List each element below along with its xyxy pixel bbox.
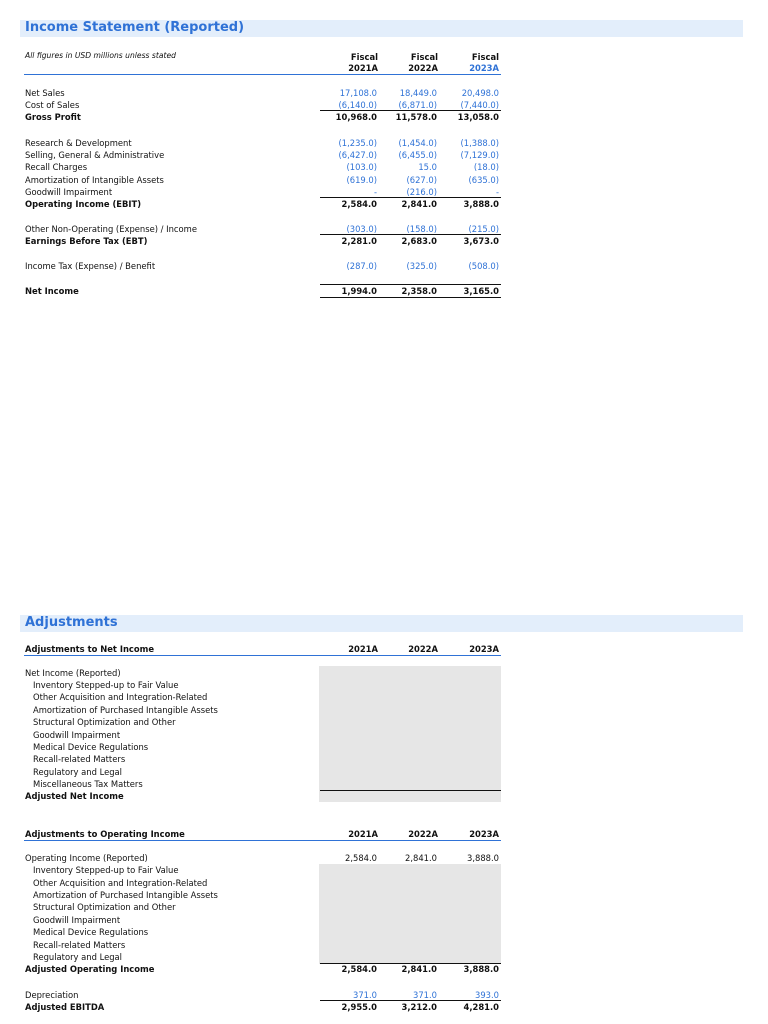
col-header-year-2022: 2022A [408,63,438,73]
ni-row-misc-tax: Miscellaneous Tax Matters [33,779,143,789]
ebit-2022: 2,841.0 [401,199,437,209]
depreciation-2023: 393.0 [475,990,499,1000]
oi-year-2021: 2021A [348,829,378,839]
ebit-2023: 3,888.0 [463,199,499,209]
cost-of-sales-2021: (6,140.0) [338,100,377,110]
sga-2021: (6,427.0) [338,150,377,160]
oi-row-structural-optimization: Structural Optimization and Other [33,902,176,912]
oi-adjusted-2021: 2,584.0 [341,964,377,974]
row-label-ebt: Earnings Before Tax (EBT) [25,236,148,246]
ebitda-2023: 4,281.0 [463,1002,499,1012]
oi-reported-2022: 2,841.0 [405,853,437,863]
amort-2021: (619.0) [346,175,377,185]
row-label-recall-charges: Recall Charges [25,162,88,172]
recall-2023: (18.0) [473,162,499,172]
net-sales-2022: 18,449.0 [399,88,437,98]
net-income-2022: 2,358.0 [401,286,437,296]
bottom-rule-net-income [320,297,501,298]
section-band-adjustments [20,615,743,632]
recall-2022: 15.0 [418,162,437,172]
oi-row-adjusted-operating-income: Adjusted Operating Income [25,964,155,974]
row-label-goodwill: Goodwill Impairment [25,187,113,197]
row-label-depreciation: Depreciation [25,990,79,1000]
col-header-year-2023: 2023A [469,63,499,73]
ni-header-rule [24,655,501,656]
oi-row-acquisition-integration: Other Acquisition and Integration-Related [33,878,208,888]
sga-2023: (7,129.0) [460,150,499,160]
net-income-2021: 1,994.0 [341,286,377,296]
oi-row-inventory-stepup: Inventory Stepped-up to Fair Value [33,865,179,875]
row-label-rd: Research & Development [25,138,132,148]
net-sales-2023: 20,498.0 [461,88,499,98]
heading-adjustments-operating-income: Adjustments to Operating Income [25,829,185,839]
ebitda-rule [320,1000,501,1001]
top-rule-net-income [320,284,501,285]
ni-total-rule [320,790,501,791]
ni-row-recall-matters: Recall-related Matters [33,754,126,764]
sga-2022: (6,455.0) [398,150,437,160]
gross-profit-2021: 10,968.0 [335,112,377,122]
oi-header-rule [24,840,501,841]
ebt-2022: 2,683.0 [401,236,437,246]
goodwill-2021: - [373,187,377,197]
subtotal-rule-ebt [320,234,501,235]
cost-of-sales-2022: (6,871.0) [398,100,437,110]
row-label-gross-profit: Gross Profit [25,112,81,122]
col-header-fiscal-2023: Fiscal [471,52,499,62]
other-2022: (158.0) [406,224,437,234]
net-income-2023: 3,165.0 [463,286,499,296]
goodwill-2022: (216.0) [406,187,437,197]
oi-adjusted-2023: 3,888.0 [463,964,499,974]
oi-year-2022: 2022A [408,829,438,839]
ni-row-medical-device-regs: Medical Device Regulations [33,742,149,752]
ni-row-regulatory-legal: Regulatory and Legal [33,767,123,777]
row-label-cost-of-sales: Cost of Sales [25,100,80,110]
oi-reported-2023: 3,888.0 [467,853,499,863]
depreciation-2021: 371.0 [353,990,377,1000]
cost-of-sales-2023: (7,440.0) [460,100,499,110]
amort-2022: (627.0) [406,175,437,185]
gross-profit-2022: 11,578.0 [395,112,437,122]
oi-row-goodwill-impairment: Goodwill Impairment [33,915,121,925]
ni-row-inventory-stepup: Inventory Stepped-up to Fair Value [33,680,179,690]
ebt-2023: 3,673.0 [463,236,499,246]
rd-2023: (1,388.0) [460,138,499,148]
ni-row-net-income-reported: Net Income (Reported) [25,668,121,678]
units-note: All figures in USD millions unless stated [25,51,176,60]
row-label-adjusted-ebitda: Adjusted EBITDA [25,1002,105,1012]
subtotal-rule-ebit [320,197,501,198]
oi-reported-2021: 2,584.0 [345,853,377,863]
header-rule [24,74,501,75]
row-label-sga: Selling, General & Administrative [25,150,165,160]
oi-row-regulatory-legal: Regulatory and Legal [33,952,123,962]
other-2021: (303.0) [346,224,377,234]
ni-row-goodwill-impairment: Goodwill Impairment [33,730,121,740]
oi-row-medical-device-regs: Medical Device Regulations [33,927,149,937]
ni-row-adjusted-net-income: Adjusted Net Income [25,791,124,801]
section-title-income-statement: Income Statement (Reported) [25,20,245,35]
oi-adjusted-2022: 2,841.0 [401,964,437,974]
heading-adjustments-net-income: Adjustments to Net Income [25,644,155,654]
ni-row-structural-optimization: Structural Optimization and Other [33,717,176,727]
goodwill-2023: - [495,187,499,197]
recall-2021: (103.0) [346,162,377,172]
net-sales-2021: 17,108.0 [339,88,377,98]
tax-2023: (508.0) [468,261,499,271]
row-label-net-income: Net Income [25,286,79,296]
col-header-fiscal-2021: Fiscal [350,52,378,62]
tax-2022: (325.0) [406,261,437,271]
oi-input-area[interactable] [319,864,501,964]
ni-year-2023: 2023A [469,644,499,654]
col-header-year-2021: 2021A [348,63,378,73]
ebit-2021: 2,584.0 [341,199,377,209]
oi-row-amortization-purchased: Amortization of Purchased Intangible Assets [33,890,218,900]
ebt-2021: 2,281.0 [341,236,377,246]
ebitda-2022: 3,212.0 [401,1002,437,1012]
ni-row-acquisition-integration: Other Acquisition and Integration-Related [33,692,208,702]
rd-2021: (1,235.0) [338,138,377,148]
row-label-income-tax: Income Tax (Expense) / Benefit [25,261,156,271]
ni-year-2021: 2021A [348,644,378,654]
row-label-net-sales: Net Sales [25,88,65,98]
row-label-other-non-operating: Other Non-Operating (Expense) / Income [25,224,197,234]
tax-2021: (287.0) [346,261,377,271]
other-2023: (215.0) [468,224,499,234]
depreciation-2022: 371.0 [413,990,437,1000]
oi-year-2023: 2023A [469,829,499,839]
ni-row-amortization-purchased: Amortization of Purchased Intangible Assets [33,705,218,715]
gross-profit-2023: 13,058.0 [457,112,499,122]
rd-2022: (1,454.0) [398,138,437,148]
col-header-fiscal-2022: Fiscal [410,52,438,62]
row-label-amortization: Amortization of Intangible Assets [25,175,164,185]
subtotal-rule-gross-profit [320,110,501,111]
row-label-ebit: Operating Income (EBIT) [25,199,142,209]
oi-row-recall-matters: Recall-related Matters [33,940,126,950]
ebitda-2021: 2,955.0 [341,1002,377,1012]
oi-row-operating-income-reported: Operating Income (Reported) [25,853,148,863]
amort-2023: (635.0) [468,175,499,185]
ni-year-2022: 2022A [408,644,438,654]
section-title-adjustments: Adjustments [25,615,118,630]
ni-input-area[interactable] [319,666,501,802]
